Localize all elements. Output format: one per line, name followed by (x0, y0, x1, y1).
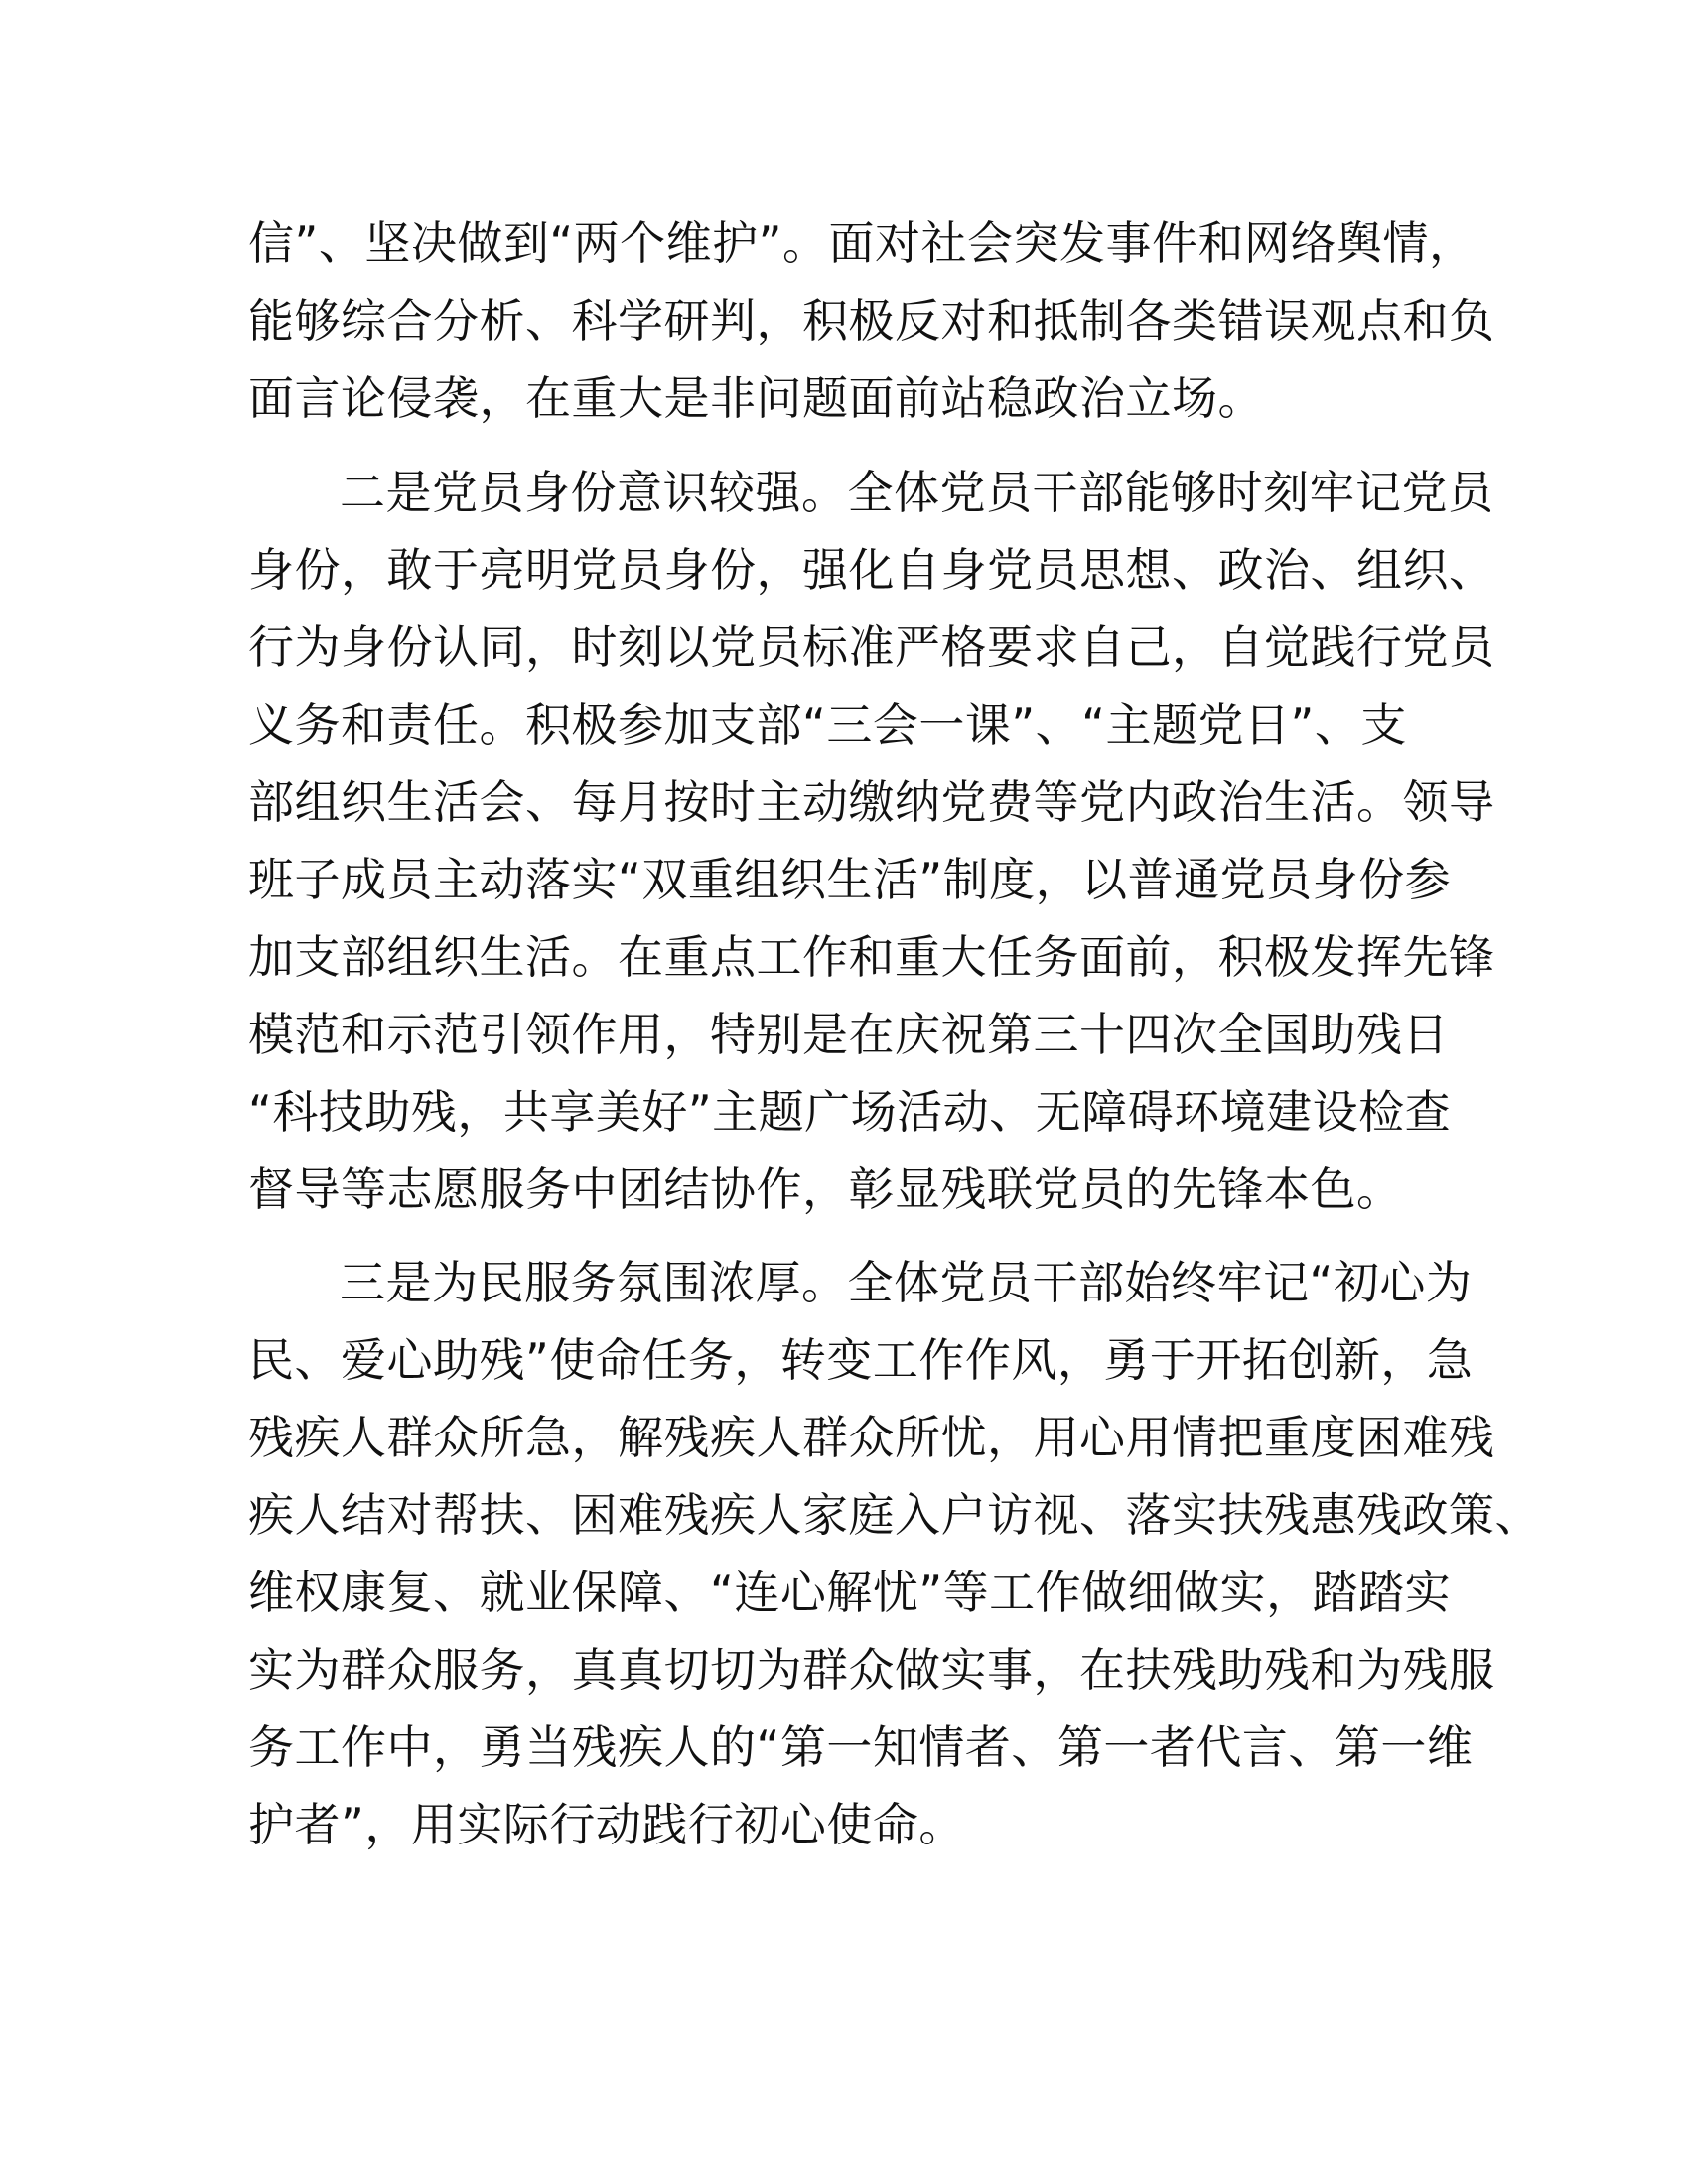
text-line: 面言论侵袭，在重大是非问题面前站稳政治立场。 (248, 371, 1264, 425)
text-line: 义务和责任。积极参加支部“三会一课”、“主题党日”、支 (248, 698, 1407, 751)
paragraph-public-service (248, 1244, 1541, 1863)
text-line: 身份，敢于亮明党员身份，强化自身党员思想、政治、组织、 (248, 543, 1495, 597)
paragraph-political-stance (248, 205, 1495, 437)
text-line: 督导等志愿服务中团结协作，彰显残联党员的先锋本色。 (248, 1162, 1403, 1216)
text-line: “科技助残，共享美好”主题广场活动、无障碍环境建设检查 (248, 1085, 1452, 1139)
text-line: 民、爱心助残”使命任务，转变工作作风，勇于开拓创新，急 (248, 1333, 1474, 1387)
text-line: 行为身份认同，时刻以党员标准严格要求自己，自觉践行党员 (248, 620, 1495, 674)
text-line: 残疾人群众所急，解残疾人群众所忧，用心用情把重度困难残 (248, 1411, 1495, 1464)
text-line: 三是为民服务氛围浓厚。全体党员干部始终牢记“初心为 (340, 1256, 1473, 1309)
text-line: 实为群众服务，真真切切为群众做实事，在扶残助残和为残服 (248, 1643, 1495, 1697)
text-line: 信”、坚决做到“两个维护”。面对社会突发事件和网络舆情， (248, 216, 1476, 270)
text-line: 务工作中，勇当残疾人的“第一知情者、第一者代言、第一维 (248, 1720, 1474, 1774)
text-line: 二是党员身份意识较强。全体党员干部能够时刻牢记党员 (340, 466, 1494, 519)
text-line: 加支部组织生活。在重点工作和重大任务面前，积极发挥先锋 (248, 930, 1495, 984)
text-line: 部组织生活会、每月按时主动缴纳党费等党内政治生活。领导 (248, 775, 1495, 829)
text-line: 能够综合分析、科学研判，积极反对和抵制各类错误观点和负 (248, 294, 1495, 347)
text-line: 疾人结对帮扶、困难残疾人家庭入户访视、落实扶残惠残政策、 (248, 1488, 1541, 1542)
text-line: 班子成员主动落实“双重组织生活”制度，以普通党员身份参 (248, 853, 1452, 906)
text-line: 维权康复、就业保障、“连心解忧”等工作做细做实，踏踏实 (248, 1566, 1452, 1619)
paragraph-party-identity (248, 454, 1495, 1228)
text-line: 护者”，用实际行动践行初心使命。 (248, 1798, 965, 1851)
text-line: 模范和示范引领作用，特别是在庆祝第三十四次全国助残日 (248, 1008, 1449, 1061)
